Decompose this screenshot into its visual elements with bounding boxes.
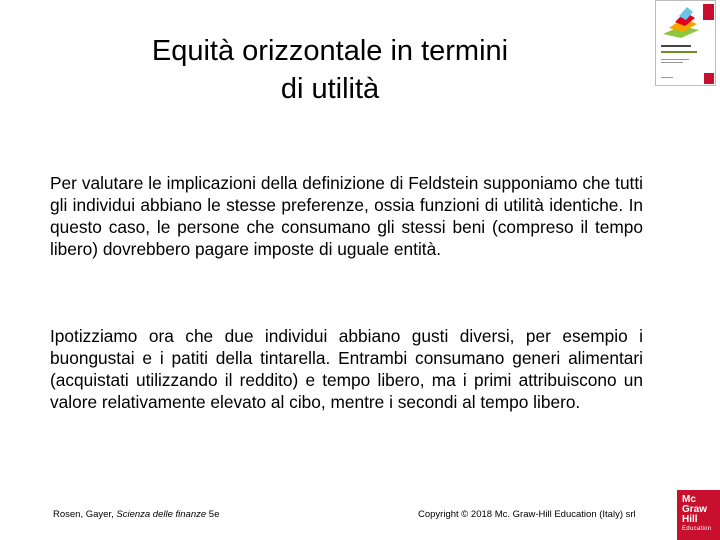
mcgraw-hill-logo-icon xyxy=(677,490,720,540)
body-paragraph-1: Per valutare le implicazioni della definizione di Feldstein supponiamo che tutti gli individui abbiano le stesse preferenze, ossia funzioni di utilità identiche. In questo caso, le persone che consumano gli stessi beni (compreso il tempo libero) dovrebbero pagare imposte di uguale entità. xyxy=(50,173,643,259)
logo-text-graw: Graw xyxy=(682,504,708,515)
footer-citation xyxy=(53,509,219,520)
cover-art-graphic xyxy=(659,4,703,40)
cover-text-line xyxy=(661,62,683,63)
logo-text-hill: Hill xyxy=(682,514,698,525)
body-paragraph-2: Ipotizziamo ora che due individui abbiano gusti diversi, per esempio i buongustai e i patiti della tintarella. Entrambi consumano generi alimentari (acquistati utilizzando il reddito) e tempo libero, ma i primi attribuiscono un valore relativamente elevato al cibo, mentre i secondi al tempo libero. xyxy=(50,326,643,412)
footer-book-title: Scienza delle finanze xyxy=(116,509,207,520)
logo-text-education: Education xyxy=(682,526,712,532)
cover-title-line xyxy=(661,51,697,53)
footer-edition: 5e xyxy=(206,509,220,520)
cover-red-tab xyxy=(703,4,714,20)
logo-text-mc: Mc xyxy=(682,494,696,505)
cover-publisher-logo xyxy=(704,73,714,84)
footer-copyright: Copyright © 2018 Mc. Graw-Hill Education (Italy) srl xyxy=(418,509,636,520)
slide-title xyxy=(60,32,600,108)
slide-title-line-2: di utilità xyxy=(280,73,380,105)
cover-title-line xyxy=(661,45,691,47)
slide-title-line-1: Equità orizzontale in termini xyxy=(151,35,509,67)
cover-text-line xyxy=(661,77,673,78)
footer-authors: Rosen, Gayer, xyxy=(53,509,117,520)
cover-text-line xyxy=(661,59,689,60)
book-cover-icon xyxy=(655,0,716,86)
